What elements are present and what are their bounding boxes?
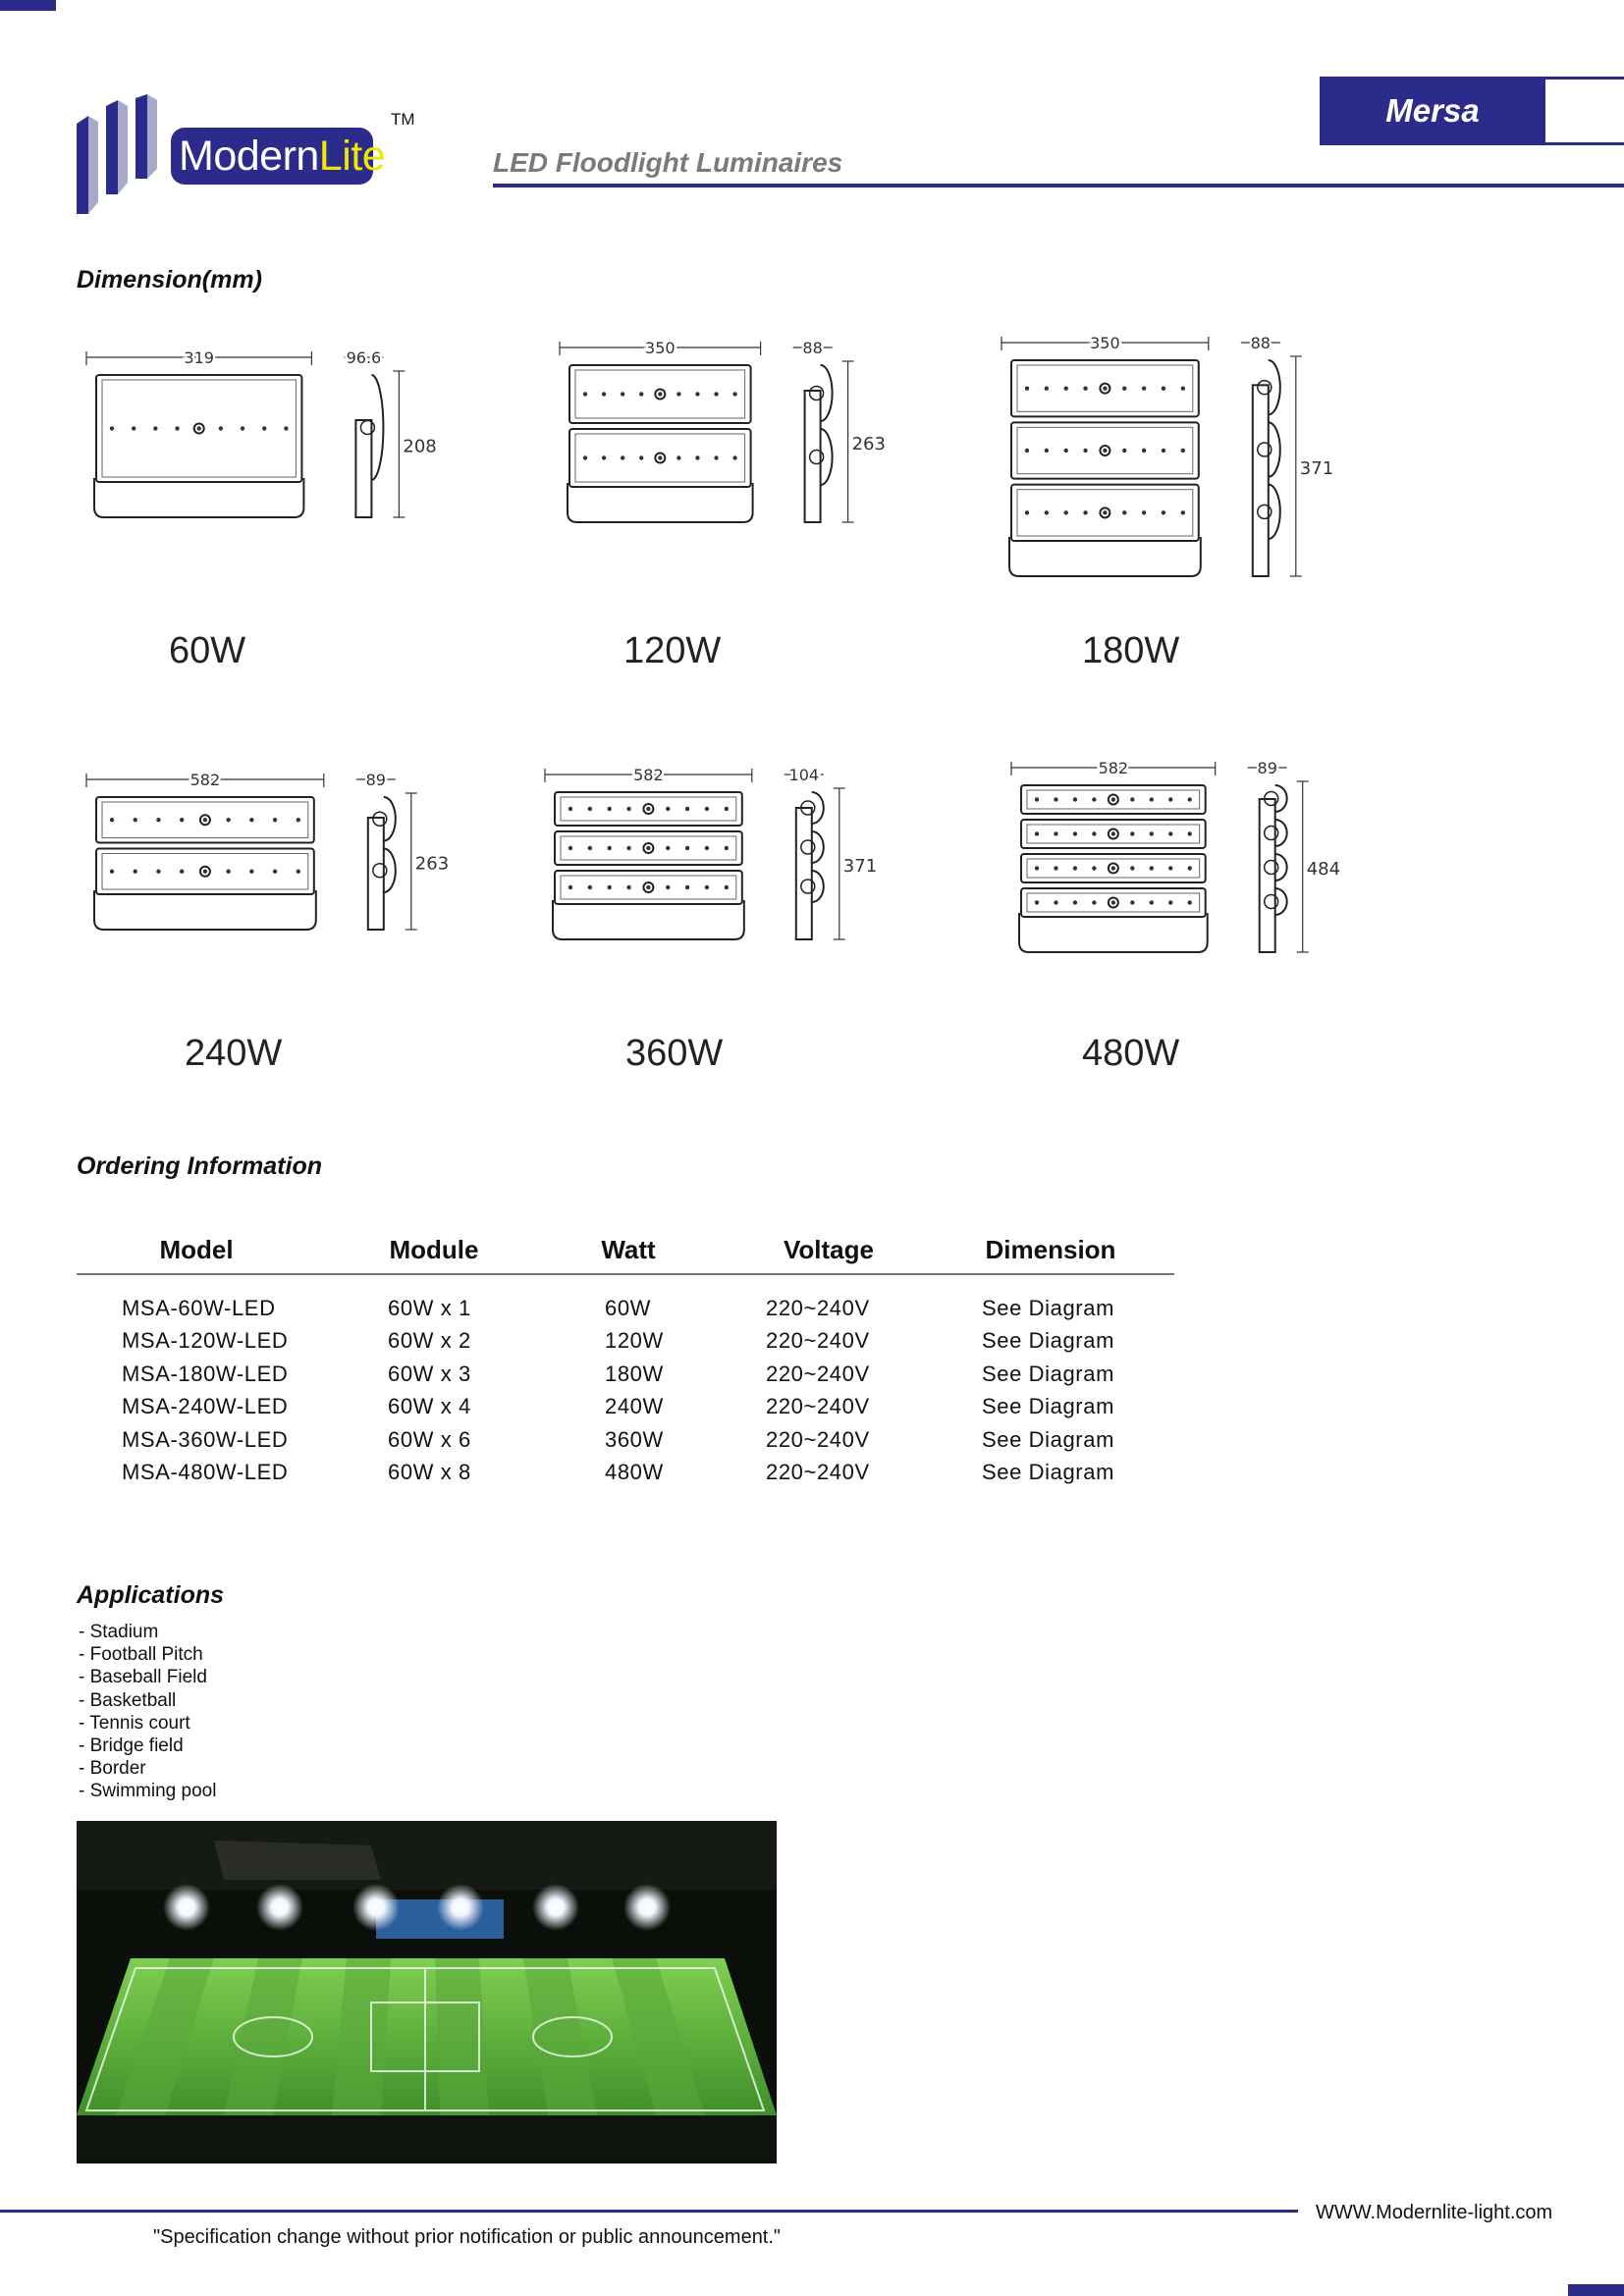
table-cell-module: 60W x 4 [388, 1394, 471, 1419]
depth-dimension-value: 104 [788, 766, 820, 784]
drawing-360w [535, 761, 878, 947]
brand-name-modern: Modern [179, 133, 319, 180]
drawing-180w [992, 329, 1334, 584]
side-module [371, 375, 383, 480]
drawing-wattage-label: 240W [185, 1033, 283, 1074]
table-cell-voltage: 220~240V [766, 1426, 870, 1452]
table-header-voltage: Voltage [784, 1235, 874, 1264]
series-tab-outline [1545, 77, 1624, 145]
mounting-bracket [568, 483, 753, 522]
depth-dimension-value: 89 [365, 771, 386, 789]
table-cell-voltage: 220~240V [766, 1361, 870, 1386]
table-cell-module: 60W x 3 [388, 1361, 471, 1386]
application-item: - Baseball Field [79, 1667, 207, 1688]
brand-logo [77, 94, 420, 217]
side-arm [1253, 385, 1269, 576]
depth-dimension-value: 96.6 [346, 348, 382, 367]
drawing-240w [77, 766, 460, 937]
table-header-model: Model [159, 1235, 234, 1264]
table-cell-voltage: 220~240V [766, 1460, 870, 1484]
table-cell-voltage: 220~240V [766, 1394, 870, 1419]
application-item: - Swimming pool [79, 1781, 217, 1802]
drawing-wattage-label: 180W [1082, 630, 1180, 671]
side-arm [805, 391, 821, 522]
table-cell-voltage: 220~240V [766, 1328, 870, 1354]
side-arm [1260, 799, 1275, 952]
table-cell-watt: 120W [605, 1328, 664, 1354]
application-item: - Tennis court [79, 1712, 190, 1734]
table-cell-model: MSA-60W-LED [122, 1296, 276, 1320]
height-dimension-value: 371 [1299, 458, 1334, 479]
stadium-photo [77, 1821, 777, 2163]
width-dimension-value: 582 [633, 766, 664, 784]
table-cell-watt: 240W [605, 1394, 664, 1419]
depth-dimension-value: 89 [1257, 759, 1277, 777]
table-cell-model: MSA-180W-LED [122, 1361, 289, 1386]
side-module [812, 831, 824, 863]
table-cell-dimension: See Diagram [982, 1460, 1114, 1484]
height-dimension-value: 208 [403, 436, 437, 457]
side-module [1275, 820, 1287, 846]
width-dimension-value: 582 [1098, 759, 1129, 777]
table-cell-model: MSA-240W-LED [122, 1394, 289, 1419]
table-cell-dimension: See Diagram [982, 1426, 1114, 1452]
width-dimension-value: 350 [645, 339, 676, 357]
top-left-bar [0, 0, 56, 11]
page-subtitle: LED Floodlight Luminaires [493, 147, 843, 178]
table-cell-model: MSA-360W-LED [122, 1426, 289, 1452]
height-dimension-value: 484 [1306, 859, 1341, 880]
header-rule [493, 184, 1624, 187]
table-cell-model: MSA-480W-LED [122, 1460, 289, 1484]
side-module [1269, 485, 1280, 539]
side-arm [368, 818, 384, 930]
drawing-wattage-label: 120W [623, 630, 722, 671]
drawing-120w [550, 334, 886, 530]
side-module [821, 429, 833, 485]
footer-rule [0, 2210, 1298, 2213]
applications-list [79, 1621, 216, 1803]
table-cell-watt: 180W [605, 1361, 664, 1386]
table-cell-watt: 60W [605, 1296, 652, 1320]
mounting-bracket [1019, 913, 1208, 952]
table-header-watt: Watt [601, 1235, 656, 1264]
mounting-bracket [1009, 537, 1201, 576]
side-module [821, 365, 833, 421]
footer-website[interactable]: WWW.Modernlite-light.com [1316, 2202, 1553, 2223]
side-module [1275, 854, 1287, 881]
table-header-rule [77, 1273, 1174, 1275]
drawing-60w [77, 344, 440, 525]
table-header-module: Module [389, 1235, 479, 1264]
table-cell-module: 60W x 8 [388, 1460, 471, 1484]
drawing-480w [1001, 754, 1341, 960]
application-item: - Bridge field [79, 1735, 184, 1757]
width-dimension-value: 582 [189, 771, 221, 789]
height-dimension-value: 263 [414, 853, 450, 875]
drawing-wattage-label: 360W [625, 1033, 724, 1074]
table-cell-module: 60W x 6 [388, 1426, 471, 1452]
side-module [1275, 785, 1287, 812]
table-cell-model: MSA-120W-LED [122, 1328, 289, 1354]
table-cell-voltage: 220~240V [766, 1296, 870, 1320]
mounting-bracket [94, 478, 303, 517]
application-item: - Football Pitch [79, 1644, 203, 1666]
side-module [384, 797, 396, 841]
drawing-wattage-label: 480W [1082, 1033, 1180, 1074]
footer-disclaimer: "Specification change without prior notification or public announcement." [153, 2226, 782, 2248]
side-module [1275, 888, 1287, 915]
depth-dimension-value: 88 [802, 339, 823, 357]
side-module [1269, 360, 1280, 414]
trademark-symbol: TM [391, 110, 415, 129]
table-cell-module: 60W x 1 [388, 1296, 471, 1320]
application-item: - Stadium [79, 1622, 159, 1642]
side-module [384, 849, 396, 893]
table-cell-dimension: See Diagram [982, 1328, 1114, 1354]
width-dimension-value: 350 [1090, 334, 1120, 352]
side-module [812, 871, 824, 902]
table-cell-watt: 480W [605, 1460, 664, 1484]
side-module [1269, 422, 1280, 476]
table-cell-dimension: See Diagram [982, 1296, 1114, 1320]
side-module [812, 792, 824, 824]
side-arm [796, 808, 812, 939]
application-item: - Basketball [79, 1689, 177, 1711]
table-header-dimension: Dimension [985, 1235, 1116, 1264]
dimension-section-title: Dimension(mm) [77, 266, 262, 294]
height-dimension-value: 263 [851, 434, 886, 454]
ordering-section-title: Ordering Information [77, 1152, 322, 1180]
brand-name-lite: Lite [318, 133, 386, 180]
mounting-bracket [94, 890, 316, 930]
height-dimension-value: 371 [842, 856, 878, 877]
application-item: - Border [79, 1758, 146, 1780]
table-cell-watt: 360W [605, 1426, 664, 1452]
table-cell-dimension: See Diagram [982, 1361, 1114, 1386]
applications-section-title: Applications [77, 1581, 225, 1609]
table-cell-module: 60W x 2 [388, 1328, 471, 1354]
table-cell-dimension: See Diagram [982, 1394, 1114, 1419]
series-name: Mersa [1385, 92, 1480, 129]
drawing-wattage-label: 60W [169, 630, 246, 671]
bottom-right-bar [1568, 2284, 1624, 2296]
depth-dimension-value: 88 [1250, 334, 1271, 352]
width-dimension-value: 319 [184, 348, 214, 367]
mounting-bracket [553, 900, 744, 939]
